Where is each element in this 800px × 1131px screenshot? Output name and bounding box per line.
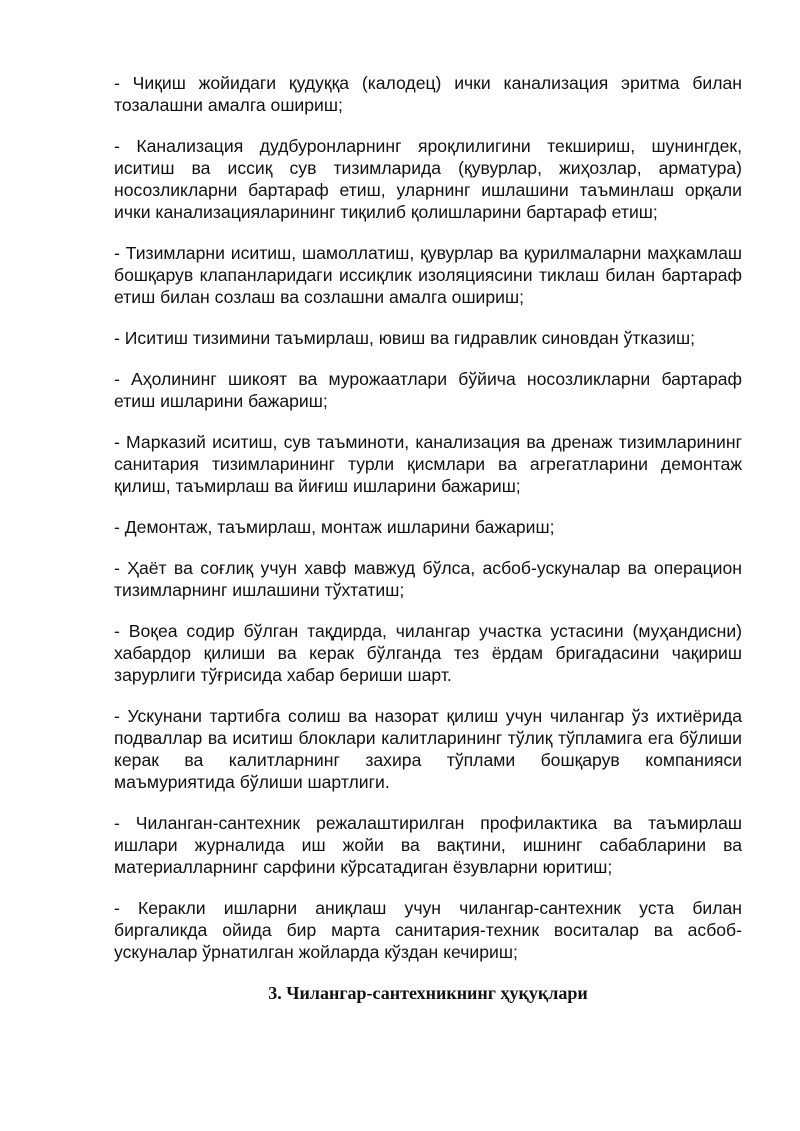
paragraph-5: - Аҳолининг шикоят ва мурожаатлари бўйича носозликларни бартараф етиш ишларини бажариш; xyxy=(114,369,742,411)
paragraph-3: - Тизимларни иситиш, шамоллатиш, қувурлар ва қурилмаларни маҳкамлаш бошқарув клапанларидаги иссиқлик изоляциясини тиклаш билан бартараф етиш билан созлаш ва созлашни амалга ошириш; xyxy=(114,243,742,307)
paragraph-11: - Чиланган-сантехник режалаштирилган профилактика ва таъмирлаш ишлари журналида иш жойи ва вақтини, ишнинг сабабларини ва материалларнинг сарфини кўрсатадиган ёзувларни юритиш; xyxy=(114,813,742,877)
document-page xyxy=(114,72,742,1004)
paragraph-6: - Марказий иситиш, сув таъминоти, канализация ва дренаж тизимларининг санитария тизимларининг турли қисмлари ва агрегатларини демонтаж қилиш, таъмирлаш ва йиғиш ишларини бажариш; xyxy=(114,432,742,496)
paragraph-10: - Ускунани тартибга солиш ва назорат қилиш учун чилангар ўз ихтиёрида подваллар ва иситиш блоклари калитларининг тўлиқ тўпламига ега бўлиши керак ва калитларнинг захира тўплами бошқарув компанияси маъмуриятида бўлиши шартлиги. xyxy=(114,706,742,792)
paragraph-7: - Демонтаж, таъмирлаш, монтаж ишларини бажариш; xyxy=(114,517,555,537)
paragraph-9: - Воқеа содир бўлган тақдирда, чилангар участка устасини (муҳандисни) хабардор қилиши ва керак бўлганда тез ёрдам бригадасини чақириш зарурлиги тўғрисида хабар бериши шарт. xyxy=(114,621,742,685)
section-heading: 3. Чилангар-сантехникнинг ҳуқуқлари xyxy=(268,983,588,1003)
paragraph-12: - Керакли ишларни аниқлаш учун чилангар-сантехник уста билан биргаликда ойида бир марта санитария-техник воситалар ва асбоб-ускуналар ўрнатилган жойларда кўздан кечириш; xyxy=(114,898,742,962)
paragraph-8: - Ҳаёт ва соғлиқ учун хавф мавжуд бўлса, асбоб-ускуналар ва операцион тизимларнинг ишлашини тўхтатиш; xyxy=(114,558,742,600)
paragraph-2: - Канализация дудбуронларнинг яроқлилигини текшириш, шунингдек, иситиш ва иссиқ сув тизимларида (қувурлар, жиҳозлар, арматура) носозликларни бартараф етиш, уларнинг ишлашини таъминлаш орқали ички канализацияларининг тиқилиб қолишларини бартараф етиш; xyxy=(114,136,742,222)
paragraph-4: - Иситиш тизимини таъмирлаш, ювиш ва гидравлик синовдан ўтказиш; xyxy=(114,328,695,348)
paragraph-1: - Чиқиш жойидаги қудуққа (калодец) ички канализация эритма билан тозалашни амалга ошириш; xyxy=(114,73,742,115)
